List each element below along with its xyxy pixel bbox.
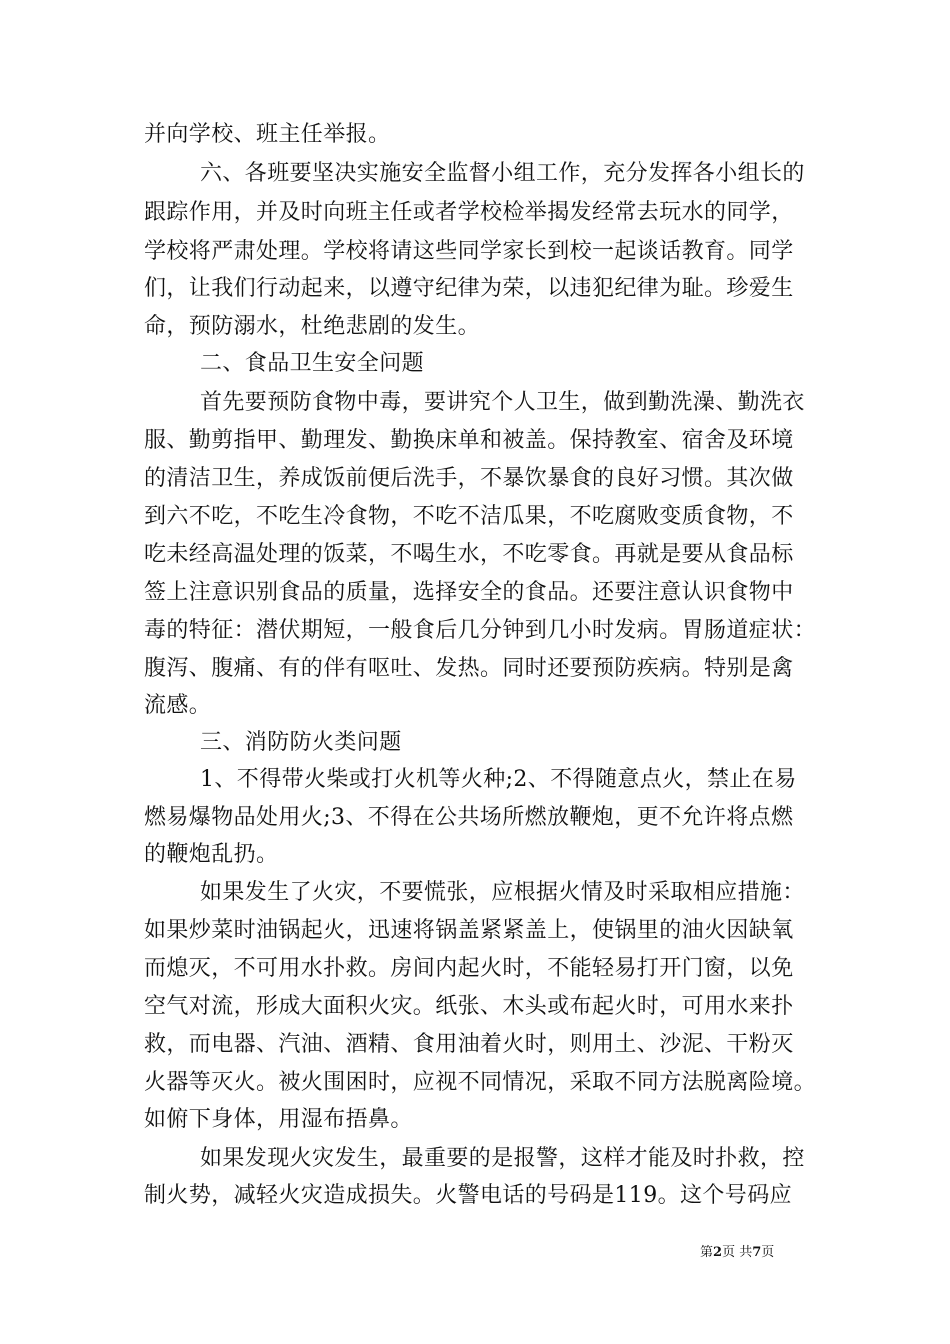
text-line: 签上注意识别食品的质量，选择安全的食品。还要注意认识食物中 [144, 580, 794, 605]
footer-middle: 页 共 [722, 1245, 753, 1260]
text-line: 吃未经高温处理的饭菜，不喝生水，不吃零食。再就是要从食品标 [144, 542, 794, 567]
text-line: 救，而电器、汽油、酒精、食用油着火时，则用土、沙泥、干粉灭 [144, 1032, 794, 1057]
text-line: 燃易爆物品处用火;3、不得在公共场所燃放鞭炮，更不允许将点燃 [144, 805, 794, 830]
footer-suffix: 页 [761, 1245, 775, 1260]
text-line: 首先要预防食物中毒，要讲究个人卫生，做到勤洗澡、勤洗衣 [200, 390, 805, 415]
text-line: 制火势，减轻火灾造成损失。火警电话的号码是119。这个号码应 [144, 1183, 792, 1208]
text-line: 如俯下身体，用湿布捂鼻。 [144, 1107, 413, 1132]
footer-page-number: 2 [713, 1245, 723, 1260]
text-line: 并向学校、班主任举报。 [144, 122, 391, 147]
text-line: 命，预防溺水，杜绝悲剧的发生。 [144, 314, 481, 339]
text-line: 火器等灭火。被火围困时，应视不同情况，采取不同方法脱离险境。 [144, 1070, 817, 1095]
section-heading: 二、食品卫生安全问题 [200, 351, 425, 376]
footer-prefix: 第 [700, 1245, 714, 1260]
footer-total-pages: 7 [752, 1245, 762, 1260]
text-line: 毒的特征：潜伏期短，一般食后几分钟到几小时发病。胃肠道症状： [144, 618, 817, 643]
text-line: 如果发现火灾发生，最重要的是报警，这样才能及时扑救，控 [200, 1146, 805, 1171]
text-line: 六、各班要坚决实施安全监督小组工作，充分发挥各小组长的 [200, 161, 805, 186]
text-line: 空气对流，形成大面积火灾。纸张、木头或布起火时，可用水来扑 [144, 994, 794, 1019]
text-line: 1、不得带火柴或打火机等火种;2、不得随意点火，禁止在易 [200, 767, 797, 792]
text-line: 服、勤剪指甲、勤理发、勤换床单和被盖。保持教室、宿舍及环境 [144, 428, 794, 453]
text-line: 的鞭炮乱扔。 [144, 842, 279, 867]
text-line: 而熄灭，不可用水扑救。房间内起火时，不能轻易打开门窗，以免 [144, 956, 794, 981]
text-line: 如果发生了火灾，不要慌张，应根据火情及时采取相应措施： [200, 880, 805, 905]
text-line: 学校将严肃处理。学校将请这些同学家长到校一起谈话教育。同学 [144, 239, 794, 264]
text-line: 流感。 [144, 693, 212, 718]
text-line: 如果炒菜时油锅起火，迅速将锅盖紧紧盖上，使锅里的油火因缺氧 [144, 918, 794, 943]
text-line: 到六不吃，不吃生冷食物，不吃不洁瓜果，不吃腐败变质食物，不 [144, 504, 794, 529]
text-line: 的清洁卫生，养成饭前便后洗手，不暴饮暴食的良好习惯。其次做 [144, 466, 794, 491]
text-line: 们，让我们行动起来，以遵守纪律为荣，以违犯纪律为耻。珍爱生 [144, 276, 794, 301]
text-line: 跟踪作用，并及时向班主任或者学校检举揭发经常去玩水的同学， [144, 200, 794, 225]
section-heading: 三、消防防火类问题 [200, 730, 402, 755]
text-line: 腹泻、腹痛、有的伴有呕吐、发热。同时还要预防疾病。特别是禽 [144, 656, 794, 681]
page-footer [700, 1244, 860, 1262]
